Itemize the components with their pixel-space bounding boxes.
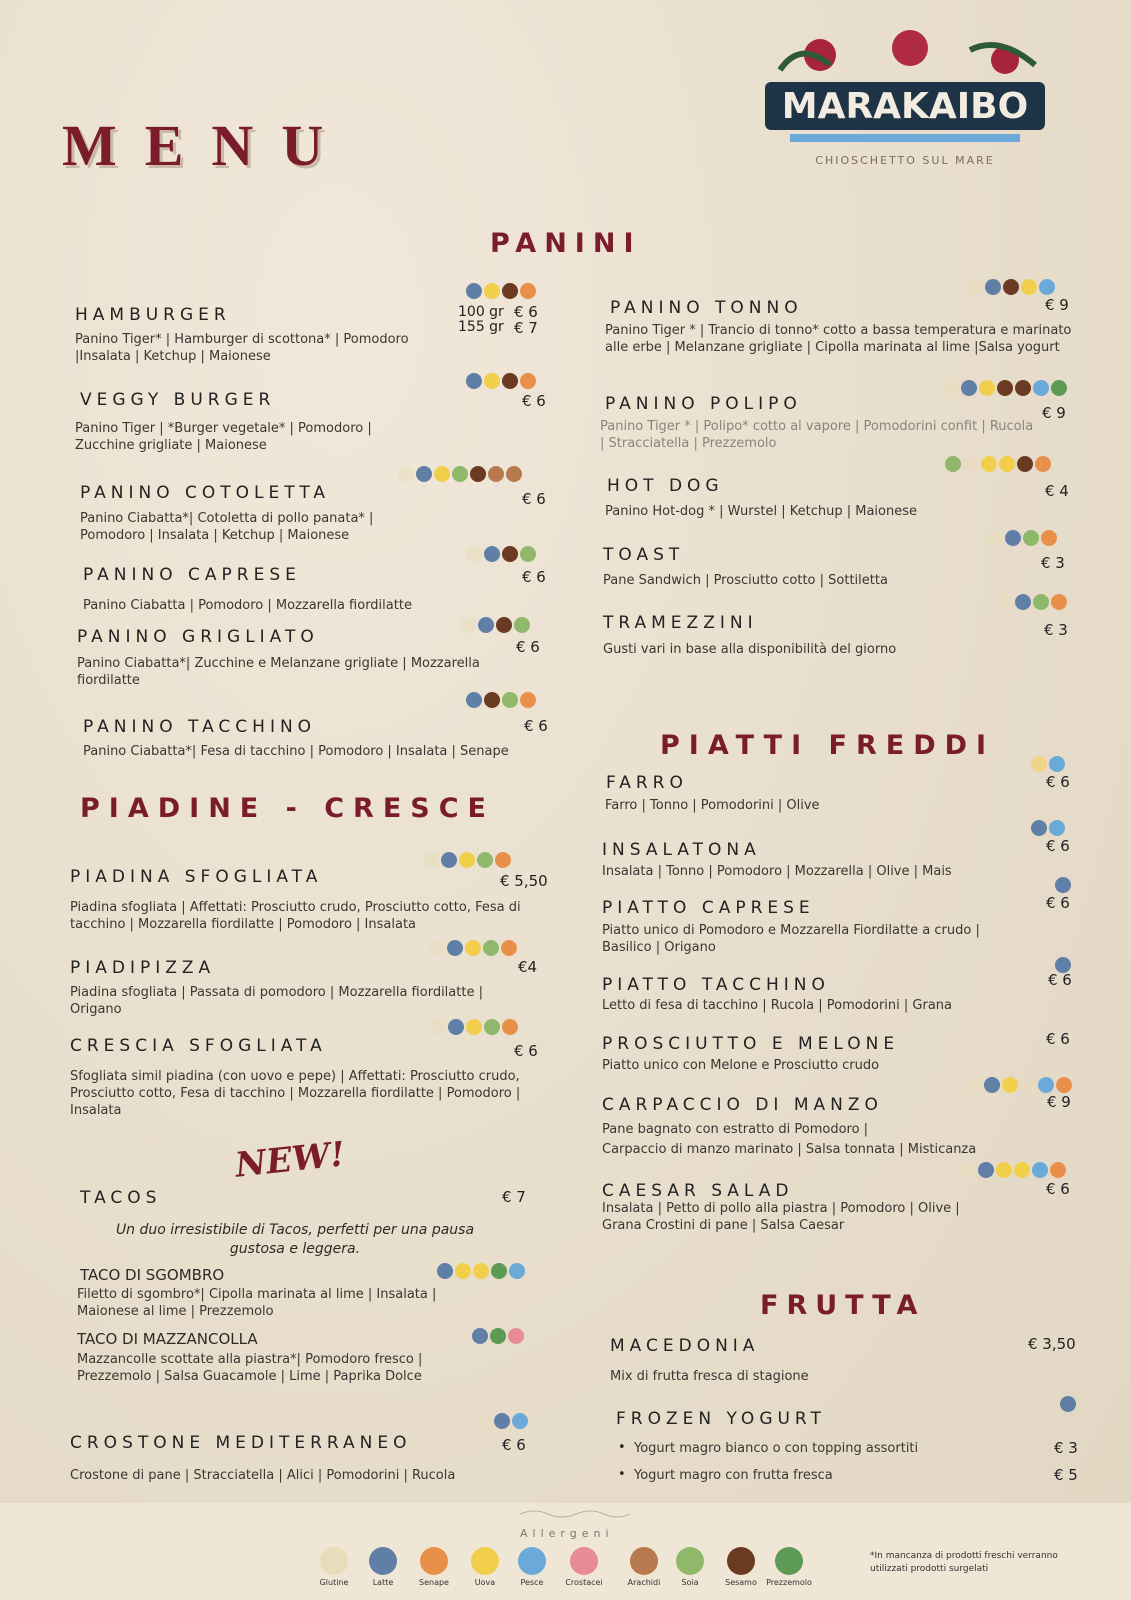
item-option: Yogurt magro bianco o con topping assortiti [634, 1441, 919, 1456]
item-name: PIATTO TACCHINO [602, 975, 830, 995]
item-name: PANINO GRIGLIATO [77, 627, 319, 647]
uova-icon [465, 940, 481, 956]
item-name: TACO DI MAZZANCOLLA [77, 1330, 258, 1348]
tacos-intro: Un duo irresistibile di Tacos, perfetti per una pausa gustosa e leggera. [115, 1222, 475, 1257]
allergen-arachidi: Arachidi [614, 1547, 674, 1587]
item-price: € 6 [514, 1042, 538, 1060]
item-desc: Panino Hot-dog * | Wurstel | Ketchup | Maionese [605, 504, 917, 519]
sesamo-icon [1015, 380, 1031, 396]
logo-tagline: CHIOSCHETTO SUL MARE [815, 154, 995, 167]
glutine-icon [1020, 1077, 1036, 1093]
page-title: MENU [62, 113, 352, 178]
item-desc: Letto di fesa di tacchino | Rucola | Pomodorini | Grana [602, 998, 952, 1013]
uova-icon [484, 373, 500, 389]
item-name: TACO DI SGOMBRO [80, 1266, 225, 1284]
item-desc: Insalata | Petto di pollo alla piastra | Pomodoro | Olive | Grana Crostini di pane | Salsa Caesar [602, 1201, 960, 1233]
logo-text: MARAKAIBO [781, 86, 1029, 127]
item-desc: Panino Tiger | *Burger vegetale* | Pomodoro | Zucchine grigliate | Maionese [75, 421, 372, 453]
item-desc: Pane bagnato con estratto di Pomodoro | [602, 1122, 869, 1137]
crostacei-icon [570, 1547, 598, 1575]
item-desc: Piadina sfogliata | Affettati: Prosciutto crudo, Prosciutto cotto, Fesa di tacchino | Mozzarella fiordilatte | Pomodoro | Insalata [70, 900, 521, 932]
latte-icon [1055, 877, 1071, 893]
sesamo-icon [727, 1547, 755, 1575]
section-title-piadine: PIADINE - CRESCE [80, 793, 495, 824]
item-desc: Insalata | Tonno | Pomodoro | Mozzarella | Olive | Mais [602, 864, 952, 879]
allergen-icons [466, 546, 536, 562]
glutine-icon [430, 1019, 446, 1035]
uova-icon [455, 1263, 471, 1279]
latte-icon [978, 1162, 994, 1178]
item-price: € 9 [1045, 296, 1069, 314]
pesce-icon [1033, 380, 1049, 396]
soia-icon [945, 456, 961, 472]
prezzemolo-icon [775, 1547, 803, 1575]
senape-icon [520, 373, 536, 389]
allergen-uova: Uova [455, 1547, 515, 1587]
item-price: € 6 [1048, 971, 1072, 989]
allergen-icons [945, 456, 1051, 472]
allergen-icons [466, 373, 536, 389]
item-price: € 3 [1041, 554, 1065, 572]
item-desc: Mix di frutta fresca di stagione [610, 1369, 809, 1384]
latte-icon [1031, 820, 1047, 836]
senape-icon [1050, 1162, 1066, 1178]
item-name: CRESCIA SFOGLIATA [70, 1036, 327, 1056]
sesamo-icon [997, 380, 1013, 396]
sesamo-icon [502, 546, 518, 562]
item-price: € 9 [1042, 404, 1066, 422]
bullet-icon: • [618, 1440, 626, 1455]
soia-icon [1023, 530, 1039, 546]
item-price: € 6 [524, 717, 548, 735]
uova-icon [996, 1162, 1012, 1178]
logo-graphic [760, 30, 1050, 170]
latte-icon [369, 1547, 397, 1575]
item-option: Yogurt magro con frutta fresca [634, 1468, 833, 1483]
pesce-icon [1049, 820, 1065, 836]
item-name: CAESAR SALAD [602, 1181, 794, 1201]
allergen-prezzemolo: Prezzemolo [759, 1547, 819, 1587]
item-desc: Panino Tiger* | Hamburger di scottona* | Pomodoro |Insalata | Ketchup | Maionese [75, 332, 409, 364]
latte-icon [441, 852, 457, 868]
allergen-senape: Senape [404, 1547, 464, 1587]
latte-icon [961, 380, 977, 396]
item-desc: Filetto di sgombro*| Cipolla marinata al lime | Insalata | Maionese al lime | Prezzemolo [77, 1287, 437, 1319]
latte-icon [484, 546, 500, 562]
prezzemolo-icon [491, 1263, 507, 1279]
allergen-icons [429, 940, 517, 956]
item-desc: Crostone di pane | Stracciatella | Alici | Pomodorini | Rucola [70, 1468, 456, 1483]
allergen-icons [997, 594, 1067, 610]
glutine-icon [476, 1413, 492, 1429]
item-price: € 6 [1046, 1180, 1070, 1198]
item-price: € 6 [514, 303, 538, 321]
sesamo-icon [470, 466, 486, 482]
item-name: CROSTONE MEDITERRANEO [70, 1433, 412, 1453]
latte-icon [447, 940, 463, 956]
latte-icon [984, 1077, 1000, 1093]
sesamo-icon [1003, 279, 1019, 295]
allergen-icons [987, 530, 1057, 546]
senape-icon [1041, 530, 1057, 546]
sesamo-icon [502, 373, 518, 389]
soia-icon [484, 1019, 500, 1035]
glutine-icon [987, 530, 1003, 546]
allergen-icons [430, 1019, 518, 1035]
soia-icon [514, 617, 530, 633]
allergen-icons [466, 283, 536, 299]
frozen-note: *In mancanza di prodotti freschi verranno utilizzati prodotti surgelati [870, 1551, 1058, 1574]
glutine-icon [320, 1547, 348, 1575]
arachidi-icon [506, 466, 522, 482]
item-name: CARPACCIO DI MANZO [602, 1095, 883, 1115]
uova-icon [484, 283, 500, 299]
glutine-icon [967, 279, 983, 295]
latte-icon [1005, 530, 1021, 546]
item-name: FARRO [606, 773, 688, 793]
allergen-icons [472, 1328, 524, 1344]
uova-icon [471, 1547, 499, 1575]
bullet-icon: • [618, 1467, 626, 1482]
item-desc: Sfogliata simil piadina (con uovo e pepe) | Affettati: Prosciutto crudo, Prosciutto cotto, Fesa di tacchino | Mozzarella fiordilatte | Pomodoro | Insalata [70, 1069, 521, 1118]
glutine-icon [966, 1077, 982, 1093]
soia-icon [452, 466, 468, 482]
soia-icon [1033, 594, 1049, 610]
item-name: TOAST [603, 545, 685, 565]
prezzemolo-icon [490, 1328, 506, 1344]
latte-icon [448, 1019, 464, 1035]
item-desc: Gusti vari in base alla disponibilità del giorno [603, 642, 897, 657]
item-price: € 6 [522, 568, 546, 586]
glutine-icon [460, 617, 476, 633]
item-price: € 6 [522, 392, 546, 410]
item-name: INSALATONA [602, 840, 761, 860]
sesamo-icon [502, 283, 518, 299]
glutine-icon [997, 594, 1013, 610]
uova-icon [1031, 756, 1047, 772]
item-size: 100 gr [458, 304, 504, 320]
latte-icon [437, 1263, 453, 1279]
wave-divider-icon [520, 1508, 630, 1520]
allergen-icons [423, 852, 511, 868]
item-desc: Farro | Tonno | Pomodorini | Olive [605, 798, 820, 813]
item-price: € 7 [514, 319, 538, 337]
senape-icon [520, 692, 536, 708]
item-name: PANINO TONNO [610, 298, 803, 318]
allergen-icons [1060, 1396, 1076, 1412]
item-price: € 6 [1046, 837, 1070, 855]
allergen-icons [466, 692, 536, 708]
soia-icon [676, 1547, 704, 1575]
allergen-icons [460, 617, 530, 633]
pesce-icon [1032, 1162, 1048, 1178]
item-desc: Pane Sandwich | Prosciutto cotto | Sottiletta [603, 573, 888, 588]
item-name: MACEDONIA [610, 1336, 760, 1356]
senape-icon [520, 283, 536, 299]
item-name: PANINO CAPRESE [83, 565, 301, 585]
sesamo-icon [484, 692, 500, 708]
uova-icon [1021, 279, 1037, 295]
uova-icon [1014, 1162, 1030, 1178]
item-price: € 9 [1047, 1093, 1071, 1111]
allergen-icons [1031, 820, 1065, 836]
arachidi-icon [630, 1547, 658, 1575]
soia-icon [520, 546, 536, 562]
uova-icon [999, 456, 1015, 472]
allergen-sesamo: Sesamo [711, 1547, 771, 1587]
item-desc: Piadina sfogliata | Passata di pomodoro | Mozzarella fiordilatte | Origano [70, 985, 483, 1017]
section-title-panini: PANINI [490, 228, 642, 259]
pesce-icon [1049, 756, 1065, 772]
item-name: PIATTO CAPRESE [602, 898, 815, 918]
allergen-icons [1031, 756, 1065, 772]
allergen-latte: Latte [353, 1547, 413, 1587]
allergen-crostacei: Crostacei [554, 1547, 614, 1587]
latte-icon [466, 692, 482, 708]
senape-icon [1056, 1077, 1072, 1093]
uova-icon [979, 380, 995, 396]
item-price: € 7 [502, 1188, 526, 1206]
senape-icon [1051, 594, 1067, 610]
latte-icon [472, 1328, 488, 1344]
item-desc: Mazzancolle scottate alla piastra*| Pomodoro fresco | Prezzemolo | Salsa Guacamole | Lime | Paprika Dolce [77, 1352, 423, 1384]
item-name: PIADINA SFOGLIATA [70, 867, 323, 887]
allergen-icons [966, 1077, 1072, 1093]
section-title-frutta: FRUTTA [760, 1290, 926, 1321]
item-price: € 3 [1054, 1439, 1078, 1457]
item-price: € 6 [1046, 773, 1070, 791]
item-name: PANINO TACCHINO [83, 717, 317, 737]
pesce-icon [1038, 1077, 1054, 1093]
allergen-icons [437, 1263, 525, 1279]
section-title-piatti-freddi: PIATTI FREDDI [660, 730, 996, 761]
allergen-soia: Soia [660, 1547, 720, 1587]
item-desc: Panino Tiger * | Polipo* cotto al vapore | Pomodorini confit | Rucola | Stracciatella | Prezzemolo [600, 419, 1034, 451]
soia-icon [477, 852, 493, 868]
latte-icon [1060, 1396, 1076, 1412]
item-name: TRAMEZZINI [603, 613, 758, 633]
item-desc: Piatto unico di Pomodoro e Mozzarella Fiordilatte a crudo | Basilico | Origano [602, 923, 980, 955]
sesamo-icon [1017, 456, 1033, 472]
uova-icon [981, 456, 997, 472]
soia-icon [502, 692, 518, 708]
glutine-icon [960, 1162, 976, 1178]
crostacei-icon [508, 1328, 524, 1344]
allergen-glutine: Glutine [304, 1547, 364, 1587]
item-desc: Panino Ciabatta | Pomodoro | Mozzarella fiordilatte [83, 598, 412, 613]
item-price: € 5,50 [500, 872, 548, 890]
senape-icon [502, 1019, 518, 1035]
allergen-icons [943, 380, 1067, 396]
item-price: € 5 [1054, 1466, 1078, 1484]
item-desc: Panino Ciabatta*| Fesa di tacchino | Pomodoro | Insalata | Senape [83, 744, 509, 759]
glutine-icon [943, 380, 959, 396]
item-name: TACOS [80, 1188, 162, 1208]
prezzemolo-icon [1051, 380, 1067, 396]
senape-icon [501, 940, 517, 956]
senape-icon [1035, 456, 1051, 472]
glutine-icon [423, 852, 439, 868]
item-desc: Panino Ciabatta*| Cotoletta di pollo panata* | Pomodoro | Insalata | Ketchup | Maionese [80, 511, 374, 543]
allergen-icons [960, 1162, 1066, 1178]
pesce-icon [509, 1263, 525, 1279]
soia-icon [483, 940, 499, 956]
item-name: FROZEN YOGURT [616, 1409, 826, 1429]
sesamo-icon [496, 617, 512, 633]
allergen-icons [1055, 877, 1071, 893]
item-name: HAMBURGER [75, 305, 231, 325]
item-price: € 3 [1044, 621, 1068, 639]
allergen-icons [398, 466, 522, 482]
pesce-icon [1039, 279, 1055, 295]
logo [760, 30, 1050, 170]
allergen-pesce: Pesce [502, 1547, 562, 1587]
senape-icon [420, 1547, 448, 1575]
item-name: VEGGY BURGER [80, 390, 276, 410]
item-price: € 6 [1046, 1030, 1070, 1048]
pesce-icon [512, 1413, 528, 1429]
pesce-icon [518, 1547, 546, 1575]
item-name: PIADIPIZZA [70, 958, 216, 978]
latte-icon [494, 1413, 510, 1429]
latte-icon [1015, 594, 1031, 610]
allergen-icons [967, 279, 1055, 295]
item-price: € 6 [502, 1436, 526, 1454]
uova-icon [466, 1019, 482, 1035]
item-name: HOT DOG [607, 476, 724, 496]
latte-icon [466, 373, 482, 389]
item-desc: Panino Ciabatta*| Zucchine e Melanzane grigliate | Mozzarella fiordilatte [77, 656, 480, 688]
new-badge: NEW! [233, 1134, 347, 1186]
glutine-icon [398, 466, 414, 482]
item-price: €4 [518, 958, 538, 976]
allergen-title: Allergeni [520, 1527, 614, 1540]
item-name: PROSCIUTTO E MELONE [602, 1034, 900, 1054]
latte-icon [985, 279, 1001, 295]
uova-icon [473, 1263, 489, 1279]
glutine-icon [466, 546, 482, 562]
item-price: € 6 [522, 490, 546, 508]
item-price: € 6 [1046, 894, 1070, 912]
senape-icon [495, 852, 511, 868]
allergen-icons [476, 1413, 528, 1429]
item-name: PANINO COTOLETTA [80, 483, 331, 503]
item-price: € 4 [1045, 482, 1069, 500]
item-desc: Carpaccio di manzo marinato | Salsa tonnata | Misticanza [602, 1142, 977, 1157]
latte-icon [416, 466, 432, 482]
item-desc: Piatto unico con Melone e Prosciutto crudo [602, 1058, 880, 1073]
item-name: PANINO POLIPO [605, 394, 802, 414]
item-desc: Panino Tiger * | Trancio di tonno* cotto a bassa temperatura e marinato alle erbe | Melanzane grigliate | Cipolla marinata al lime |Salsa yogurt [605, 323, 1072, 355]
uova-icon [434, 466, 450, 482]
glutine-icon [429, 940, 445, 956]
latte-icon [478, 617, 494, 633]
uova-icon [1002, 1077, 1018, 1093]
uova-icon [459, 852, 475, 868]
item-size: 155 gr [458, 319, 504, 335]
item-price: € 6 [516, 638, 540, 656]
item-price: € 3,50 [1028, 1335, 1076, 1353]
arachidi-icon [488, 466, 504, 482]
latte-icon [466, 283, 482, 299]
glutine-icon [963, 456, 979, 472]
